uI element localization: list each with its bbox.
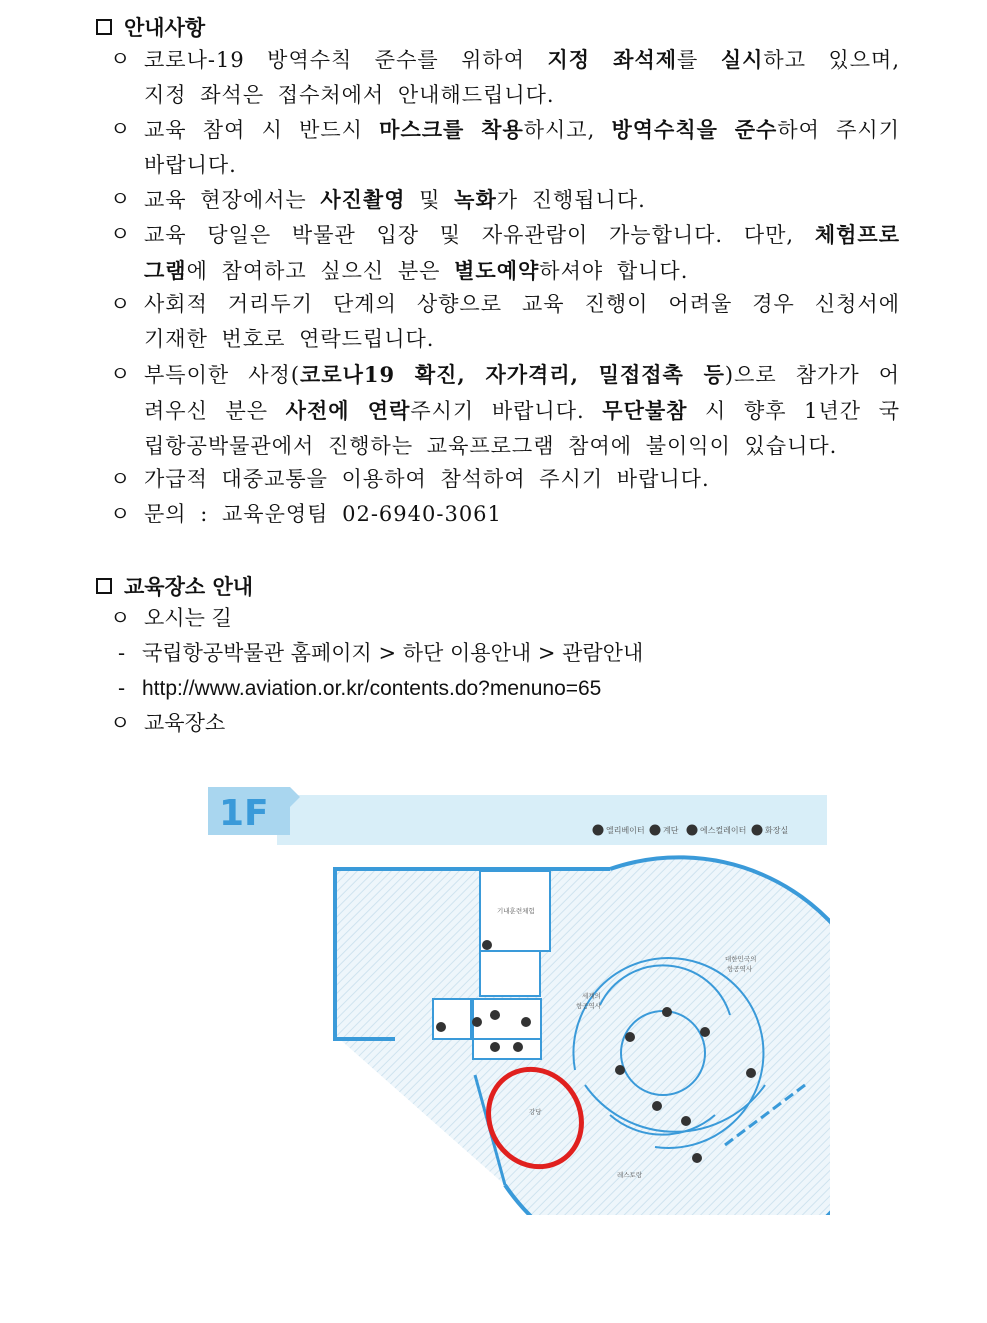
- text-run: 를: [677, 48, 721, 72]
- bullet-icon: ㅇ: [110, 117, 131, 141]
- text-run: 주시기 바랍니다.: [410, 399, 603, 423]
- list-item-text: [144, 112, 900, 183]
- text-run: )으로 참가가 어: [724, 363, 901, 387]
- text-run: 하셔야 합니다.: [539, 259, 689, 283]
- bullet-icon: ㅇ: [110, 711, 131, 735]
- list-item-text: [144, 497, 900, 532]
- restroom-icon: [752, 825, 763, 836]
- bullet-icon: ㅇ: [110, 606, 131, 630]
- dash-marker: -: [118, 676, 126, 700]
- legend-escalator: 에스컬레이터: [700, 826, 747, 835]
- floor-map: [205, 785, 830, 1215]
- floor-label: 1F: [219, 793, 269, 834]
- escalator-icon: [687, 825, 698, 836]
- section-title: 안내사항: [124, 15, 206, 40]
- text-run: 코로나-19 방역수칙 준수를 위하여: [144, 48, 548, 72]
- list-item-text: [144, 217, 900, 289]
- stairs-icon: [650, 825, 661, 836]
- directions-url-line: [118, 671, 601, 706]
- text-line: [144, 462, 900, 497]
- bold-text: 그램: [144, 258, 187, 283]
- room-world-history-2: 항공역사: [576, 1002, 602, 1010]
- text-run: 하시고,: [523, 118, 612, 142]
- list-item-text: [144, 357, 900, 464]
- text-run: 지정 좌석은 접수처에서 안내해드립니다.: [144, 83, 555, 107]
- section-heading-notice: [96, 12, 205, 42]
- room-korea-history-2: 항공역사: [727, 965, 753, 973]
- text-run: 가급적 대중교통을 이용하여 참석하여 주시기 바랍니다.: [144, 467, 710, 491]
- text-line: [144, 253, 900, 289]
- dash-marker: -: [118, 641, 126, 665]
- text-run: 하고 있으며,: [763, 48, 900, 72]
- place-label: 교육장소: [144, 711, 226, 735]
- bullet-icon: ㅇ: [110, 222, 131, 246]
- room-auditorium: 강당: [529, 1108, 542, 1116]
- text-run: 립항공박물관에서 진행하는 교육프로그램 참여에 불이익이 있습니다.: [144, 434, 838, 458]
- text-line: [144, 497, 900, 532]
- room-training: 기내훈련체험: [497, 907, 535, 915]
- bullet-icon: ㅇ: [110, 47, 131, 71]
- list-item-text: [144, 462, 900, 497]
- text-run: 교육 참여 시 반드시: [144, 118, 380, 142]
- text-line: [144, 42, 900, 78]
- directions-path-line: [118, 636, 643, 671]
- checkbox-square-icon: [96, 19, 112, 35]
- bold-text: 녹화: [454, 187, 497, 212]
- elevator-icon: [593, 825, 604, 836]
- section-title: 교육장소 안내: [124, 574, 254, 599]
- bullet-icon: ㅇ: [110, 187, 131, 211]
- text-run: 에 참여하고 싶으신 분은: [186, 259, 455, 283]
- text-run: 시 향후 1년간 국: [687, 399, 900, 423]
- text-run: 교육 당일은 박물관 입장 및 자유관람이 가능합니다. 다만,: [144, 223, 815, 247]
- bold-text: 무단불참: [602, 398, 688, 423]
- text-run: 하여 주시기: [777, 118, 900, 142]
- bold-text: 방역수칙을 준수: [611, 117, 778, 142]
- text-run: 려우신 분은: [144, 399, 286, 423]
- text-line: [144, 217, 900, 253]
- bold-text: 사진촬영: [320, 187, 406, 212]
- bold-text: 마스크를 착용: [379, 117, 524, 142]
- room-korea-history: 대한민국의: [725, 955, 757, 963]
- bold-text: 지정 좌석제: [547, 47, 678, 72]
- bold-text: 실시: [720, 47, 764, 72]
- text-run: 교육 현장에서는: [144, 188, 321, 212]
- list-item-text: [144, 287, 900, 357]
- checkbox-square-icon: [96, 578, 112, 594]
- room-restaurant: 레스토랑: [617, 1171, 643, 1179]
- legend-restroom: 화장실: [765, 826, 789, 835]
- directions-label: 오시는 길: [144, 606, 232, 630]
- section-heading-location: [96, 571, 253, 601]
- text-run: 바랍니다.: [144, 153, 237, 177]
- bullet-icon: ㅇ: [110, 502, 131, 526]
- bold-text: 별도예약: [454, 258, 540, 283]
- text-line: [144, 393, 900, 429]
- directions-url-link[interactable]: http://www.aviation.or.kr/contents.do?menuno=65: [142, 677, 602, 700]
- room-world-history: 세계의: [582, 992, 601, 1000]
- directions-path: 국립항공박물관 홈페이지 > 하단 이용안내 > 관람안내: [142, 641, 644, 665]
- list-item-text: [144, 42, 900, 113]
- list-item-text: [144, 182, 900, 218]
- bullet-icon: ㅇ: [110, 467, 131, 491]
- text-line: [144, 322, 900, 357]
- legend-elevator: 엘리베이터: [606, 826, 645, 835]
- bold-text: 사전에 연락: [285, 398, 411, 423]
- map-header-band: [277, 795, 827, 845]
- text-line: [144, 148, 900, 183]
- bold-text: 체험프로: [814, 222, 900, 247]
- text-run: 및: [405, 188, 455, 212]
- bold-text: 코로나19 확진, 자가격리, 밀접접촉 등: [300, 362, 725, 387]
- text-run: 문의 : 교육운영팀 02-6940-3061: [144, 502, 502, 526]
- text-line: [144, 429, 900, 464]
- text-line: [144, 287, 900, 322]
- map-legend: [593, 825, 789, 836]
- text-run: 사회적 거리두기 단계의 상향으로 교육 진행이 어려울 경우 신청서에: [144, 292, 900, 316]
- building-plan: [335, 857, 830, 1215]
- text-run: 가 진행됩니다.: [496, 188, 646, 212]
- legend-stairs: 계단: [663, 826, 679, 835]
- text-line: [144, 112, 900, 148]
- text-line: [144, 357, 900, 393]
- bullet-icon: ㅇ: [110, 362, 131, 386]
- text-run: 부득이한 사정(: [144, 363, 301, 387]
- text-run: 기재한 번호로 연락드립니다.: [144, 327, 435, 351]
- text-line: [144, 182, 900, 218]
- text-line: [144, 78, 900, 113]
- bullet-icon: ㅇ: [110, 292, 131, 316]
